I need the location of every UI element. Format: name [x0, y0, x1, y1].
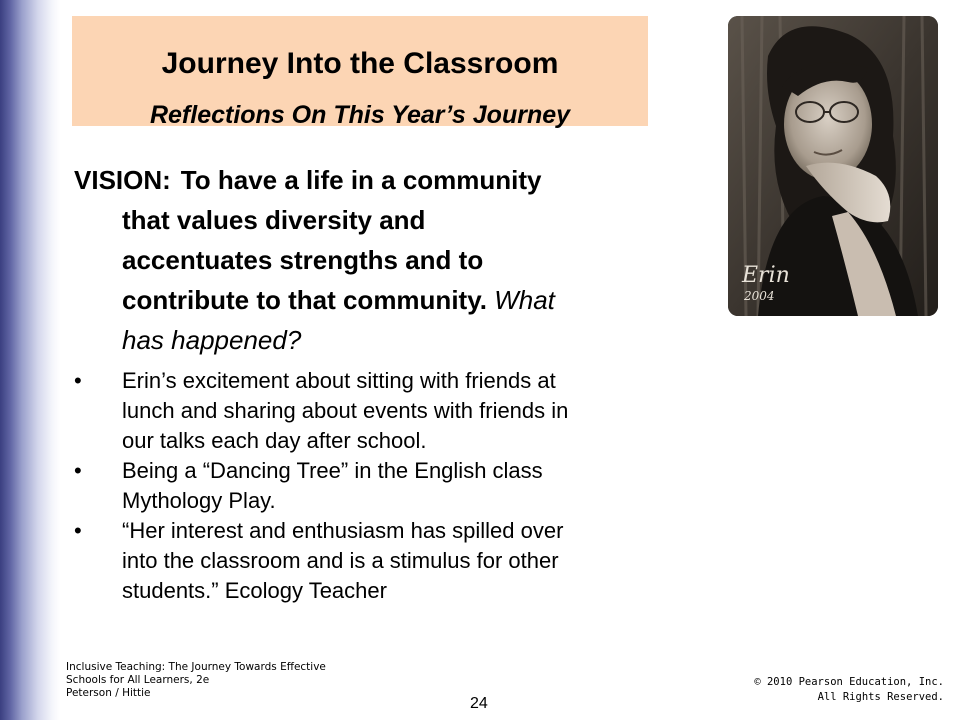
bullet-item	[74, 516, 674, 606]
footer-citation-line: Peterson / Hittie	[66, 687, 151, 699]
vision-text-line: that values diversity and	[122, 205, 426, 235]
vision-text-line: accentuates strengths and to	[122, 245, 484, 275]
footer-citation-line: Schools for All Learners, 2e	[66, 674, 210, 686]
footer-book-citation	[66, 661, 326, 700]
page-number: 24	[470, 695, 488, 712]
bullet-text-line: lunch and sharing about events with friends in	[122, 398, 569, 423]
side-decoration-bar	[0, 0, 60, 720]
slide-title: Journey Into the Classroom	[161, 47, 559, 80]
vision-line	[74, 160, 664, 200]
bullet-marker: •	[74, 458, 82, 483]
vision-statement	[74, 160, 664, 360]
copyright-line: © 2010 Pearson Education, Inc.	[754, 676, 944, 688]
bullet-text-line: Mythology Play.	[122, 488, 276, 513]
vision-question: What	[494, 285, 555, 315]
bullet-item	[74, 456, 674, 516]
vision-text-line: To have a life in a community	[180, 165, 542, 195]
footer-copyright	[754, 675, 944, 705]
photo-year: 2004	[744, 289, 775, 303]
slide-subtitle: Reflections On This Year’s Journey	[149, 101, 571, 129]
vision-text-line: contribute to that community.	[122, 285, 487, 315]
bullet-list	[74, 366, 674, 606]
photo-caption: Erin	[742, 263, 790, 288]
bullet-marker: •	[74, 518, 82, 543]
vision-label: VISION:	[74, 165, 171, 195]
vision-question: has happened?	[122, 325, 302, 355]
bullet-text-line: into the classroom and is a stimulus for other	[122, 548, 559, 573]
bullet-text-line: students.” Ecology Teacher	[122, 578, 387, 603]
title-box	[72, 16, 648, 129]
copyright-line: All Rights Reserved.	[817, 691, 944, 703]
bullet-text-line: “Her interest and enthusiasm has spilled over	[122, 518, 564, 543]
vision-line	[74, 280, 664, 320]
bullet-item	[74, 366, 674, 456]
footer-citation-line: Inclusive Teaching: The Journey Towards Effective	[66, 661, 326, 673]
student-photo	[728, 16, 938, 316]
bullet-text-line: our talks each day after school.	[122, 428, 427, 453]
bullet-text-line: Being a “Dancing Tree” in the English class	[122, 458, 543, 483]
bullet-text-line: Erin’s excitement about sitting with friends at	[122, 368, 556, 393]
bullet-marker: •	[74, 368, 82, 393]
